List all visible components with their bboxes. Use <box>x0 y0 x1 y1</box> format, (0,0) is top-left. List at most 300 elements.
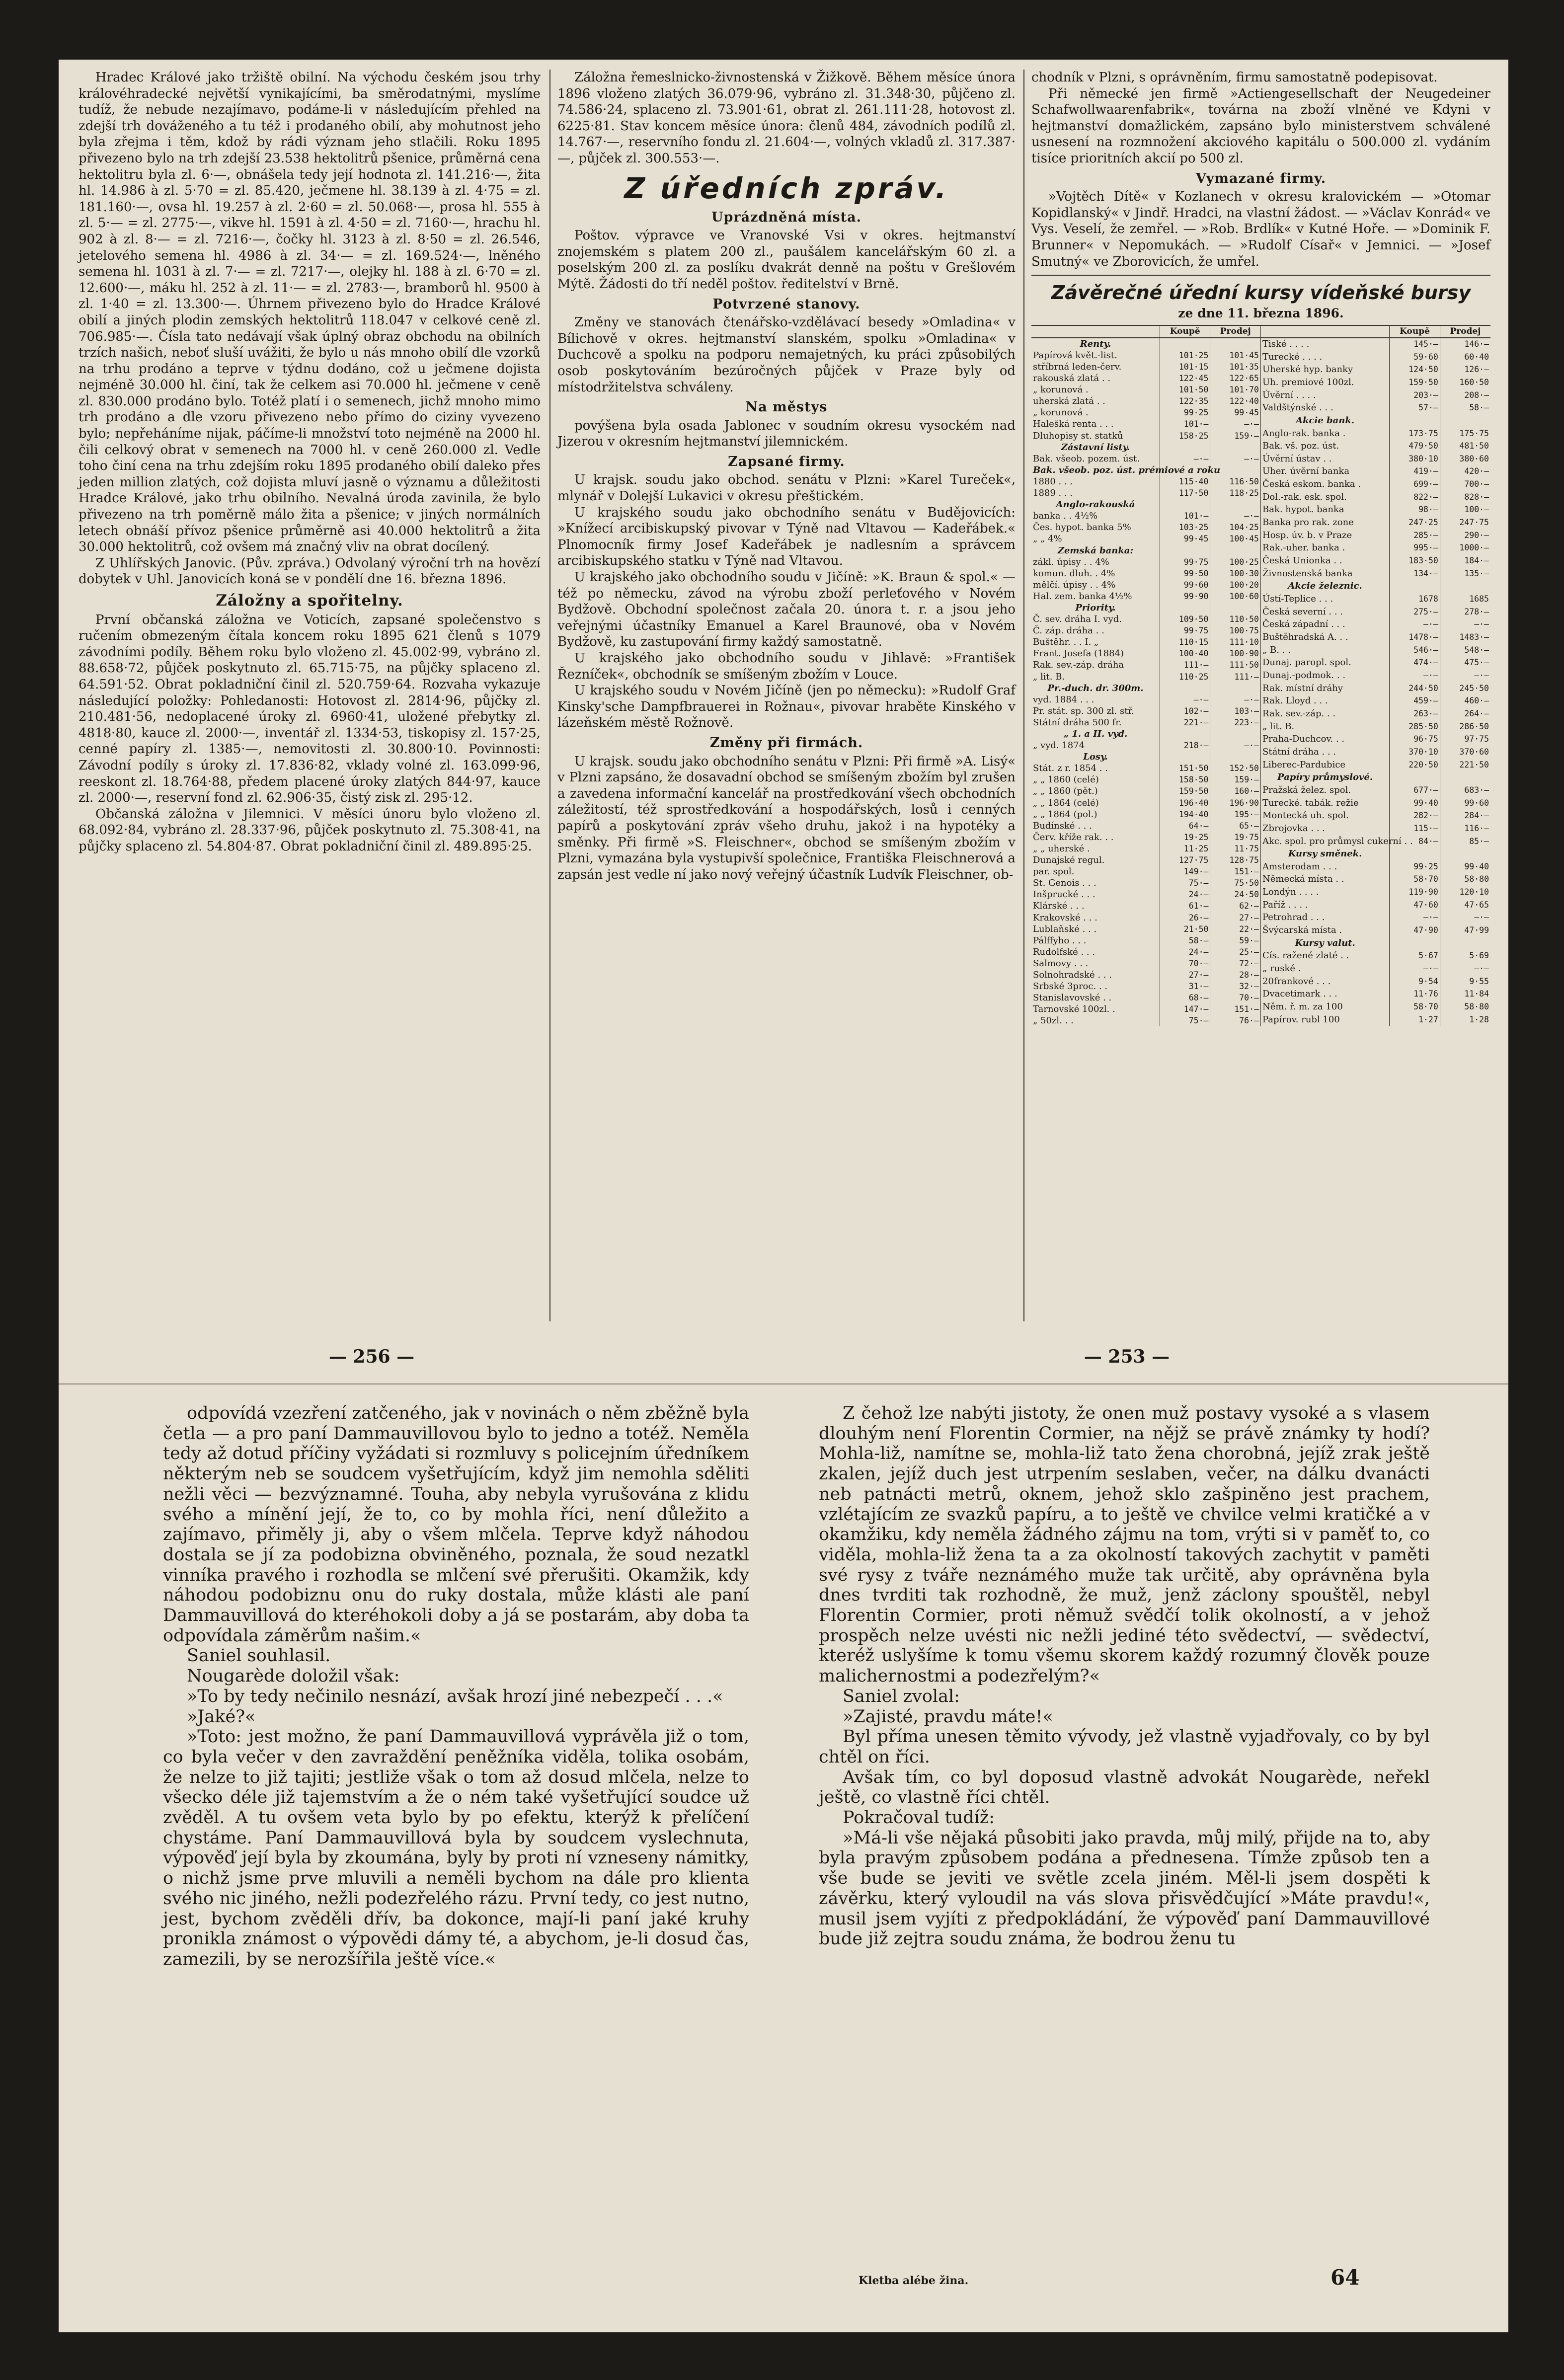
bursa-row <box>1031 1003 1261 1015</box>
bursa-sell-price: 100·25 <box>1210 556 1261 568</box>
bursa-sell-price: 99·40 <box>1464 861 1489 871</box>
bursa-buy-price: 101·15 <box>1160 361 1210 373</box>
bursa-buy-price: 1478·— <box>1390 631 1440 644</box>
bursa-row <box>1031 728 1261 740</box>
bursa-item-name: Anglo-rak. banka . <box>1261 428 1390 441</box>
bursa-row <box>1031 395 1261 407</box>
bursa-buy-price: 98·— <box>1390 504 1440 517</box>
bursa-row <box>1261 1014 1490 1027</box>
bursa-buy-price: 19·25 <box>1160 832 1210 843</box>
bursa-row <box>1261 580 1490 593</box>
bursa-sell-price: 223·— <box>1210 717 1261 728</box>
bursa-row <box>1031 338 1261 350</box>
bursa-row <box>1031 671 1261 683</box>
bursa-row <box>1031 568 1261 579</box>
bursa-date: ze dne 11. března 1896. <box>1178 306 1344 321</box>
bursa-item-name: „ 50zl. . . <box>1031 1015 1160 1026</box>
bursa-buy-price: 183·50 <box>1390 555 1440 568</box>
bursa-row <box>1031 522 1261 533</box>
bursa-sell-price: 159·— <box>1210 774 1261 785</box>
bursa-row <box>1031 636 1261 648</box>
bursa-sell-price: 116·50 <box>1210 476 1261 487</box>
bursa-buy-price: 70·— <box>1160 958 1210 969</box>
paragraph: U krajského jako obchodního soudu v Jihlavě: »František Řezníček«, obchodník se smíšeným zbožím v Louce. <box>557 651 1016 682</box>
bursa-sell-price <box>1210 683 1261 694</box>
bursa-buy-price <box>1160 683 1210 694</box>
bursa-item-name: Tiské . . . . <box>1261 338 1390 351</box>
paragraph: chodník v Plzni, s oprávněním, firmu samostatně podepisovat. <box>1031 70 1438 85</box>
bursa-item-name: Papírová květ.-list. <box>1031 350 1160 361</box>
bursa-row <box>1261 618 1490 631</box>
bursa-item-name: „ korunová . <box>1031 407 1160 418</box>
bursa-sell-price: —·— <box>1210 694 1261 705</box>
bursa-row <box>1261 364 1490 377</box>
bursa-buy-price: 21·50 <box>1160 923 1210 935</box>
bursa-sell-price: 828·— <box>1464 492 1489 502</box>
page-separator <box>59 1383 1508 1384</box>
section-heading: Záložny a spořitelny. <box>216 592 403 610</box>
bursa-sell-price: 110·50 <box>1210 614 1261 625</box>
bursa-item-name: Česká eskom. banka . <box>1261 478 1390 491</box>
bursa-sell-price: —·— <box>1474 670 1489 680</box>
bursa-sell-price: 1000·— <box>1459 543 1489 553</box>
bursa-buy-price: 99·25 <box>1160 407 1210 418</box>
bursa-item-name: Česká Unionka . . <box>1261 555 1390 568</box>
bursa-row <box>1031 464 1261 476</box>
bursa-row <box>1031 763 1261 774</box>
bursa-item-name: Uher. úvěrní banka <box>1261 465 1390 478</box>
bursa-row <box>1261 644 1490 657</box>
bursa-item-name: „ B. . . <box>1261 644 1390 657</box>
bursa-item-name: Klárské . . . <box>1031 900 1160 912</box>
bursa-item-name: Rudolfské . . . <box>1031 946 1160 958</box>
paragraph: Z čehož lze nabýti jistoty, že onen muž postavy vysoké a s vlasem dlouhým není Florentin Cormier, na nějž se právě známky ty hodí? Mohla-liž, namítne se, mohla-liž tato žena chorobná, jejíž zrak ještě zkalen, jejíž duch jest utrpením seslaben, večer, na dálku dvanácti neb patnácti metrů, oknem, jehož sklo zašpiněno jest prachem, vzlétajícím ze svazků papíru, a to ještě ve chvilce velmi kratičké a v okamžiku, kdy neměla žádného zájmu na tom, vrýti si v paměť to, co viděla, mohla-liž žena ta a za okolností takových zachytit v paměti své rysy z tváře neznámého muže tak určitě, aby oprávněna byla dnes tvrditi tak rozhodně, že muž, jenž záclony spouštěl, nebyl Florentin Cormier, proti němuž svědčí tolik okolností, a v jehož prospěch nelze uvésti nic nežli jediné této svědectví, — svědectví, kteréž uslyšíme k tomu všemu skorem každý rozumný člověk pouze malichernostmi a podezřelým?« <box>819 1403 1430 1687</box>
bursa-row <box>1261 988 1490 1001</box>
bursa-buy-price: 159·50 <box>1160 785 1210 797</box>
bursa-buy-price: 194·40 <box>1160 809 1210 820</box>
bursa-sell-price: 1·28 <box>1469 1014 1489 1024</box>
bursa-sell-price: —·— <box>1210 510 1261 522</box>
paragraph: Saniel zvolal: <box>843 1686 960 1706</box>
bursa-buy-price: 57·— <box>1390 402 1440 415</box>
bursa-sell-price: 27·— <box>1210 912 1261 923</box>
bursa-row <box>1031 854 1261 866</box>
bursa-row <box>1031 350 1261 361</box>
bursa-header-cell <box>1031 325 1160 338</box>
bursa-sell-price: 160·50 <box>1459 377 1489 387</box>
bursa-sell-price: 11·84 <box>1464 989 1489 999</box>
bursa-buy-price: —·— <box>1390 963 1440 976</box>
bursa-buy-price: —·— <box>1390 912 1440 924</box>
bursa-sell-price: 32·— <box>1210 981 1261 992</box>
bursa-row <box>1031 625 1261 636</box>
bursa-buy-price: 1·27 <box>1390 1014 1440 1027</box>
bursa-buy-price: 99·60 <box>1160 579 1210 591</box>
bursa-sell-price: 196·90 <box>1210 797 1261 809</box>
bursa-sell-price: 122·65 <box>1210 373 1261 384</box>
bursa-item-name: Petrohrad . . . <box>1261 912 1390 924</box>
bursa-row <box>1261 873 1490 886</box>
bursa-item-name: Kursy směnek. <box>1261 848 1390 861</box>
bursa-row <box>1031 384 1261 395</box>
bursa-item-name: Uh. premiové 100zl. <box>1261 377 1390 389</box>
bursa-item-name: Praha-Duchcov. . . <box>1261 733 1390 746</box>
bursa-buy-price: 11·25 <box>1160 843 1210 854</box>
bursa-item-name: „ 1. a II. vyd. <box>1031 728 1160 740</box>
bursa-sell-price: 135·— <box>1464 568 1489 578</box>
bursa-item-name: Cís. ražené zlaté . . <box>1261 950 1390 963</box>
bursa-buy-price: 99·50 <box>1160 568 1210 579</box>
bursa-header-cell: Prodej <box>1440 325 1490 338</box>
bursa-item-name: Něm. ř. m. za 100 <box>1261 1001 1390 1014</box>
bursa-buy-price: 370·10 <box>1390 746 1440 759</box>
bursa-row <box>1031 912 1261 923</box>
bursa-buy-price: 263·— <box>1390 708 1440 721</box>
subsection-heading: Vymazané firmy. <box>1195 170 1327 186</box>
subsection-heading: Uprázdněná místa. <box>711 209 862 225</box>
paragraph: U krajského soudu jako obchodního senátu v Budějovicích: »Knížecí arcibiskupský pivovar v Týně nad Vltavou — Kadeřábek.« Plnomocník firmy Josef Kadeřábek je nadlesním a správcem arcibiskupského statku v Týně nad Vltavou. <box>557 505 1016 569</box>
bursa-sell-price: —·— <box>1474 964 1489 974</box>
bursa-sell-price: 100·20 <box>1210 579 1261 591</box>
bursa-item-name: Tarnovské 100zl. . <box>1031 1003 1160 1015</box>
bursa-sell-price: 9·55 <box>1469 976 1489 986</box>
bursa-item-name: uherská zlatá . . <box>1031 395 1160 407</box>
paragraph: Poštov. výpravce ve Vranovské Vsi v okres. hejtmanství znojemském s platem 200 zl., paušálem kancelářským 60 zl. a poselským 200 zl. za poslíku dvakrát denně na poštu v Grešlovém Mýtě. Žádosti do tří neděl poštov. ředitelství v Brně. <box>557 228 1016 292</box>
bursa-row <box>1031 751 1261 763</box>
bursa-buy-price <box>1160 545 1210 556</box>
bursa-sell-price: 116·— <box>1464 823 1489 833</box>
bursa-row <box>1261 733 1490 746</box>
bursa-item-name: 1889 . . . <box>1031 487 1160 499</box>
bursa-item-name: Losy. <box>1031 751 1160 763</box>
bursa-sell-price <box>1440 580 1490 593</box>
bursa-row <box>1261 568 1490 581</box>
bursa-sell-price <box>1440 771 1490 784</box>
bursa-sell-price: 47·65 <box>1464 900 1489 910</box>
paragraph: »Jaké?« <box>187 1706 256 1727</box>
bursa-item-name: Německá místa . . <box>1261 873 1390 886</box>
bursa-buy-price: 159·50 <box>1390 377 1440 389</box>
bursa-item-name: „ „ 1864 (celé) <box>1031 797 1160 809</box>
column-divider <box>549 70 550 1321</box>
bursa-row <box>1261 823 1490 836</box>
paragraph: U krajského soudu v Novém Jičíně (jen po německu): »Rudolf Graf Kinsky'sche Dampfbrauerei in Rožnau«, pivovar hraběte Kinského v lázeňském městě Rožnově. <box>557 683 1016 731</box>
bursa-row <box>1261 759 1490 772</box>
bursa-buy-price: 47·60 <box>1390 899 1440 912</box>
bursa-item-name: Liberec-Pardubice <box>1261 759 1390 772</box>
bursa-sell-price: 101·35 <box>1210 361 1261 373</box>
bursa-item-name: Lublaňské . . . <box>1031 923 1160 935</box>
bursa-row <box>1031 373 1261 384</box>
bursa-item-name: Papírov. rubl 100 <box>1261 1014 1390 1027</box>
bursa-buy-price: 75·— <box>1160 1015 1210 1026</box>
bursa-row <box>1031 820 1261 832</box>
bursa-sell-price <box>1440 937 1490 950</box>
bursa-buy-price: 699·— <box>1390 478 1440 491</box>
bursa-sell-price <box>1440 848 1490 861</box>
bursa-sell-price: 284·— <box>1464 811 1489 821</box>
bursa-sell-price: 247·75 <box>1459 518 1489 528</box>
bursa-item-name: 20frankové . . . <box>1261 976 1390 989</box>
subsection-heading: Potvrzené stanovy. <box>712 296 860 312</box>
bursa-header-cell: Prodej <box>1210 325 1261 338</box>
bursa-sell-price: 103·— <box>1210 705 1261 717</box>
bursa-buy-price: 151·50 <box>1160 763 1210 774</box>
bursa-item-name: banka . . 4½% <box>1031 510 1160 522</box>
bursa-row <box>1261 912 1490 924</box>
bursa-sell-price: 22·— <box>1210 923 1261 935</box>
bursa-row <box>1031 923 1261 935</box>
bursa-item-name: Rak. sev.-záp. . . <box>1261 708 1390 721</box>
bursa-sell-price: 101·45 <box>1210 350 1261 361</box>
paragraph: odpovídá vzezření zatčeného, jak v novinách o něm zběžně byla četla — a pro paní Dammauvillovou bylo to jedno a totéž. Neměla tedy až dotud příčiny vyžádati si rozmluvy s policejním úředníkem některým neb se soudcem vyšetřujícím, když jim nemohla sděliti nežli věci — bezvýznamné. Touha, aby nebyla vyrušována z klidu svého a mínění její, že to, co by mohla říci, není důležito a zajímavo, přiměly ji, aby o všem mlčela. Teprve když náhodou dostala se jí za podobizna obviněného, poznala, že soud nezatkl vinníka pravého i rozhodla se mlčení své přerušiti. Okamžik, kdy náhodou podobiznu onu do ruky dostala, může klásti ale paní Dammauvillová do kteréhokoli doby a já se postarám, aby doba ta odpovídala záměrům našim.« <box>163 1403 749 1646</box>
printer-signature: Kletba alébe žina. <box>859 2274 969 2287</box>
bursa-item-name: „ lit. B. <box>1261 721 1390 734</box>
bursa-row <box>1261 810 1490 823</box>
bursa-sell-price: 100·90 <box>1210 648 1261 659</box>
bursa-buy-price <box>1160 338 1210 350</box>
bursa-row <box>1261 491 1490 504</box>
bursa-sell-price <box>1210 338 1261 350</box>
bursa-sell-price: 19·75 <box>1210 832 1261 843</box>
bursa-item-name: Stát. z r. 1854 . . <box>1031 763 1160 774</box>
bursa-buy-price: 285·— <box>1390 530 1440 542</box>
bursa-buy-price: 459·— <box>1390 695 1440 708</box>
bursa-item-name: Montecká uh. spol. <box>1261 810 1390 823</box>
bursa-item-name: „ „ 1864 (pol.) <box>1031 809 1160 820</box>
bursa-row <box>1031 533 1261 544</box>
bursa-sell-price: 70·— <box>1210 992 1261 1003</box>
bursa-item-name: Státní dráha . . . <box>1261 746 1390 759</box>
section-title: Z úředních zpráv. <box>624 171 949 205</box>
bursa-buy-price: 380·10 <box>1390 453 1440 466</box>
column-divider <box>1023 70 1024 1321</box>
bursa-row <box>1031 602 1261 614</box>
bursa-buy-price: 419·— <box>1390 465 1440 478</box>
bursa-item-name: Dunaj.-podmok. . . <box>1261 670 1390 683</box>
bursa-buy-price: 68·— <box>1160 992 1210 1003</box>
bursa-buy-price: 99·45 <box>1160 533 1210 544</box>
bursa-sell-price: 475·— <box>1464 658 1489 668</box>
bursa-sell-price: 59·— <box>1210 935 1261 946</box>
bursa-buy-price: 58·70 <box>1390 1001 1440 1014</box>
bursa-sell-price: 221·50 <box>1459 760 1489 769</box>
bursa-item-name: Dvacetimark . . . <box>1261 988 1390 1001</box>
bursa-buy-price: 282·— <box>1390 810 1440 823</box>
bursa-buy-price: 546·— <box>1390 644 1440 657</box>
bursa-buy-price <box>1160 602 1210 614</box>
bursa-row <box>1031 705 1261 717</box>
bursa-row <box>1261 415 1490 428</box>
bursa-sell-price: 62·— <box>1210 900 1261 912</box>
bursa-row <box>1261 1001 1490 1014</box>
bursa-sell-price: 65·— <box>1210 820 1261 832</box>
bursa-buy-price <box>1160 499 1210 510</box>
bursa-buy-price: 59·60 <box>1390 351 1440 364</box>
bursa-sell-price: 100·30 <box>1210 568 1261 579</box>
bursa-sell-price: —·— <box>1474 619 1489 629</box>
paragraph: U krajsk. soudu jako obchodního senátu v Plzni: Při firmě »A. Lisý« v Plzni zapsáno, že dosavadní obchod se smíšeným zbožím byl zrušen a zavedena informační kancelář na prostředkování všech obchodních záležitostí, též sprostředkování a hospodářských, losů i cenných papírů a poskytování zpráv všeho druhu, jakož i na hypotéky a směnky. Při firmě »S. Fleischner«, obchod se smíšeným zbožím v Plzni, vymazána byla vystupivší společnice, Františka Fleischnerová a zapsán jest vedle ní jako nový veřejný účastník Ludvík Fleischner, ob- <box>557 754 1016 882</box>
bursa-row <box>1031 981 1261 992</box>
bursa-buy-price: 61·— <box>1160 900 1210 912</box>
bursa-sell-price: 420·— <box>1464 466 1489 476</box>
bursa-row <box>1261 861 1490 874</box>
bursa-sell-price: 1483·— <box>1459 632 1489 642</box>
bursa-item-name: Ústí-Teplice . . . <box>1261 593 1390 606</box>
subsection-heading: Změny při firmách. <box>709 735 863 751</box>
bursa-row <box>1031 797 1261 809</box>
bursa-sell-price: —·— <box>1210 453 1261 464</box>
bursa-sell-price: 111·10 <box>1210 636 1261 648</box>
bursa-buy-price: 479·50 <box>1390 440 1440 453</box>
bursa-item-name: Bak. všeob. poz. úst. prémiové a roku <box>1031 464 1160 476</box>
bursa-buy-price <box>1160 442 1210 453</box>
paragraph: »To by tedy nečinilo nesnází, avšak hrozí jiné nebezpečí . . .« <box>187 1686 723 1706</box>
bursa-buy-price <box>1390 771 1440 784</box>
bursa-sell-price: 75·50 <box>1210 877 1261 889</box>
bursa-item-name: Krakovské . . . <box>1031 912 1160 923</box>
bursa-buy-price: 99·40 <box>1390 797 1440 810</box>
bursa-item-name: Zemská banka: <box>1031 545 1160 556</box>
bursa-item-name: Budínské . . . <box>1031 820 1160 832</box>
bursa-sell-price <box>1210 499 1261 510</box>
bursa-row <box>1031 785 1261 797</box>
bursa-item-name: Dol.-rak. esk. spol. <box>1261 491 1390 504</box>
top-right-column <box>1031 70 1490 1321</box>
bursa-item-name: Akc. spol. pro průmysl cukerní . . <box>1261 836 1390 848</box>
bursa-item-name: Česká severní . . . <box>1261 606 1390 619</box>
paragraph: Z Uhlířských Janovic. (Pův. zpráva.) Odvolaný výroční trh na hovězí dobytek v Uhl. Janovicích koná se v pondělí dne 16. března 1896. <box>78 555 541 587</box>
bursa-sell-price: 160·— <box>1210 785 1261 797</box>
bursa-sell-price: 99·60 <box>1464 798 1489 808</box>
bursa-row <box>1031 843 1261 854</box>
bursa-sell-price: 460·— <box>1464 696 1489 706</box>
bursa-item-name: Rak.-uher. banka . <box>1261 542 1390 555</box>
bursa-header-cell: Koupě <box>1390 325 1440 338</box>
bursa-sell-price: 111·50 <box>1210 659 1261 671</box>
bursa-buy-price: 84·— <box>1390 836 1440 848</box>
bursa-item-name: Česká západní . . . <box>1261 618 1390 631</box>
paragraph: »Toto: jest možno, že paní Dammauvillová vyprávěla již o tom, co byla večer v den zavraždění peněžníka viděla, tolika osobám, že nelze to již tajiti; jestliže však o tom až dosud mlčela, nelze to všecko déle již tajemstvím a že o ném také vyšetřující soudce už zvěděl. A tu ovšem veta bylo by po efektu, kterýž k přelíčení chystáme. Paní Dammauvillová byla by soudcem vyslechnuta, výpověď její byla by zkoumána, byly by proti ní vzneseny námitky, o nichž jsme prve mluvili a neměli bychom na dále pro klienta svého nic jiného, nežli podezřelého rázu. První tedy, co jest nutno, jest, bychom zvěděli dřív, ba dokonce, mají-li paní jaké kruhy pronikla známost o výpovědi dámy té, a abychom, je-li dosud čas, zamezili, by se nerozšířila ještě více.« <box>163 1727 749 1969</box>
bursa-sell-price: 100·45 <box>1210 533 1261 544</box>
bursa-sell-price: 151·— <box>1210 866 1261 877</box>
bursa-buy-price: 220·50 <box>1390 759 1440 772</box>
bursa-buy-price: 101·— <box>1160 418 1210 430</box>
bursa-row <box>1031 579 1261 591</box>
bursa-row <box>1031 648 1261 659</box>
bursa-buy-price: 1678 <box>1390 593 1440 606</box>
bursa-item-name: Úvěrní . . . . <box>1261 389 1390 402</box>
bursa-buy-price: 75·— <box>1160 877 1210 889</box>
bursa-buy-price <box>1390 937 1440 950</box>
bursa-sell-price: 700·— <box>1464 479 1489 489</box>
paragraph: »Zajisté, pravdu máte!« <box>843 1706 1053 1727</box>
bursa-row <box>1261 708 1490 721</box>
bursa-row <box>1261 453 1490 466</box>
bursa-item-name: Úvěrní ústav . . <box>1261 453 1390 466</box>
bursa-item-name: Bak. vš. poz. úst. <box>1261 440 1390 453</box>
bursa-buy-price: 117·50 <box>1160 487 1210 499</box>
bursa-item-name: „ lit. B. <box>1031 671 1160 683</box>
bursa-sell-price: 278·— <box>1464 607 1489 616</box>
bursa-row <box>1261 465 1490 478</box>
bursa-row <box>1261 555 1490 568</box>
bursa-buy-price: 218·— <box>1160 740 1210 751</box>
bursa-buy-price: —·— <box>1390 618 1440 631</box>
bursa-row <box>1261 377 1490 389</box>
paragraph: Změny ve stanovách čtenářsko-vzdělávací besedy »Omladina« v Bílichově v okres. hejtmanství slanském, spolku »Omladina« v Duchcově a spolku na podporu nemajetných, ku práci způsobilých osob poskytováním bezúročných půjček v Praze byly od místodržitelstva schváleny. <box>557 315 1016 395</box>
bursa-item-name: Londýn . . . . <box>1261 886 1390 899</box>
bursa-row <box>1031 774 1261 785</box>
bursa-sell-price: 58·80 <box>1464 1002 1489 1012</box>
bursa-item-name: Halešká renta . . . <box>1031 418 1160 430</box>
bursa-item-name: „ „ 4% <box>1031 533 1160 544</box>
bursa-buy-price: 115·— <box>1390 823 1440 836</box>
bursa-buy-price: 101·50 <box>1160 384 1210 395</box>
bursa-item-name: Banka pro rak. zone <box>1261 517 1390 530</box>
bursa-row <box>1031 992 1261 1003</box>
bursa-sell-price: 290·— <box>1464 530 1489 540</box>
bursa-item-name: mělčí. úpisy . . 4% <box>1031 579 1160 591</box>
bursa-sell-price: 111·— <box>1210 671 1261 683</box>
bursa-item-name: „ „ 1860 (pět.) <box>1031 785 1160 797</box>
bursa-sell-price <box>1210 545 1261 556</box>
bursa-item-name: Salmovy . . . <box>1031 958 1160 969</box>
bursa-item-name: „ vyd. 1874 <box>1031 740 1160 751</box>
bursa-buy-price: 9·54 <box>1390 976 1440 989</box>
bursa-buy-price: 64·— <box>1160 820 1210 832</box>
bursa-buy-price: 27·— <box>1160 969 1210 981</box>
bursa-row <box>1261 771 1490 784</box>
bursa-sell-price <box>1440 415 1490 428</box>
subsection-heading: Na městys <box>745 399 828 415</box>
bursa-sell-price <box>1210 602 1261 614</box>
bursa-buy-price: 100·40 <box>1160 648 1210 659</box>
paragraph: Nougarède doložil však: <box>187 1666 400 1687</box>
bursa-buy-price: 11·76 <box>1390 988 1440 1001</box>
bursa-item-name: „ „ uherské . <box>1031 843 1160 854</box>
bursa-item-name: Anglo-rakouská <box>1031 499 1160 510</box>
bursa-row <box>1031 453 1261 464</box>
bursa-row <box>1031 694 1261 705</box>
page-number-right: — 253 — <box>1084 1346 1170 1367</box>
bursa-buy-price: 134·— <box>1390 568 1440 581</box>
bursa-item-name: St. Genois . . . <box>1031 877 1160 889</box>
bursa-sell-price: 1685 <box>1469 594 1489 604</box>
bursa-sell-price: 60·40 <box>1464 352 1489 362</box>
paragraph: Byl příma unesen těmito vývody, jež vlastně vyjadřovaly, co by byl chtěl on říci. <box>819 1727 1430 1767</box>
bursa-item-name: Valdštýnské . . . <box>1261 402 1390 415</box>
bursa-row <box>1261 504 1490 517</box>
bursa-sell-price: 100·— <box>1464 505 1489 515</box>
bursa-buy-price: 31·— <box>1160 981 1210 992</box>
bursa-buy-price: 145·— <box>1390 338 1440 351</box>
bursa-sell-price: 28·— <box>1210 969 1261 981</box>
bursa-item-name: Akcie bank. <box>1261 415 1390 428</box>
bursa-buy-price: 122·35 <box>1160 395 1210 407</box>
bursa-sell-price: 58·— <box>1469 403 1489 413</box>
bursa-item-name: Rak. místní dráhy <box>1261 683 1390 695</box>
paragraph: povýšena byla osada Jablonec v soudním okresu vysockém nad Jizerou v okresním hejtmanství jilemnickém. <box>557 418 1016 450</box>
bursa-item-name: Hosp. úv. b. v Praze <box>1261 530 1390 542</box>
bursa-sell-price: 184·— <box>1464 556 1489 566</box>
bursa-sell-price: 128·75 <box>1210 854 1261 866</box>
bursa-row <box>1031 946 1261 958</box>
bursa-sell-price: 11·75 <box>1210 843 1261 854</box>
bursa-row <box>1261 657 1490 670</box>
bursa-buy-price: 110·25 <box>1160 671 1210 683</box>
bursa-row <box>1031 866 1261 877</box>
